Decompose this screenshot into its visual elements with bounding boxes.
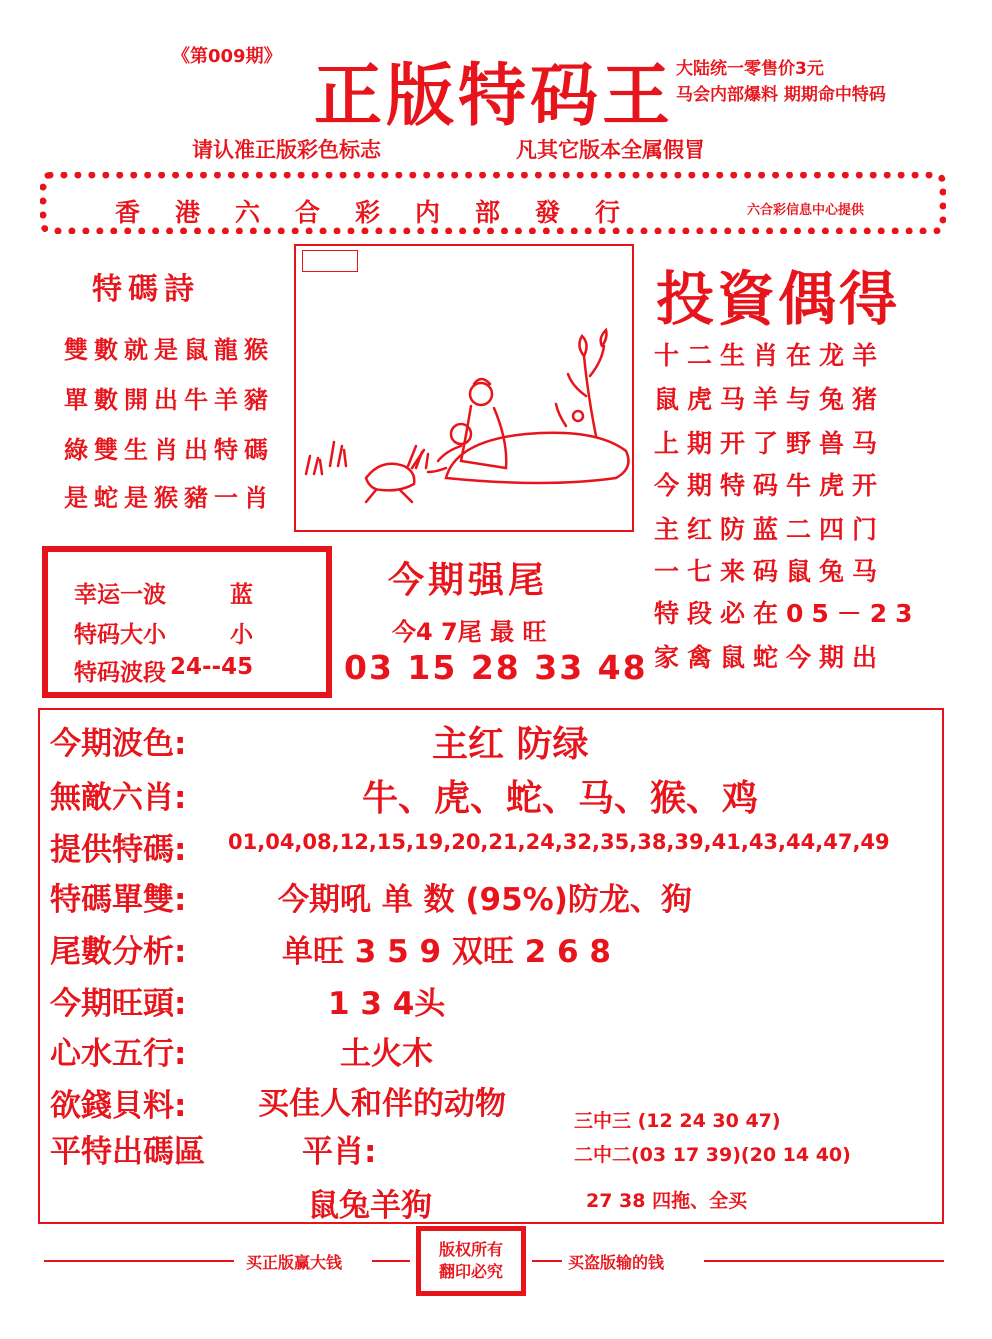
five-elements-value: 土火木: [340, 1036, 433, 1072]
poem-line: 單數開出牛羊豬: [64, 385, 274, 414]
five-elements-label: 心水五行:: [50, 1036, 187, 1072]
hot-head-value: 1 3 4头: [328, 986, 446, 1022]
tagline: 马会内部爆料 期期命中特码: [676, 85, 886, 105]
lucky-size-row: [74, 616, 253, 649]
poem-line: 綠雙生肖出特碼: [64, 435, 274, 464]
footer-slogan-right: 买盗版输的钱: [568, 1253, 665, 1272]
poem-line: 是蛇是猴豬一肖: [64, 483, 274, 512]
footer-divider-mid-right: [532, 1260, 562, 1262]
footer-divider-left: [44, 1260, 234, 1262]
copyright-box: [416, 1226, 526, 1296]
lucky-wave-label: 幸运一波: [74, 582, 166, 608]
invest-title: 投資偶得: [656, 265, 901, 333]
footer-divider-mid-left: [372, 1260, 410, 1262]
color-label: 今期波色:: [50, 726, 187, 762]
lucky-info-box: [42, 546, 332, 698]
invest-line: 主红防蓝二四门: [654, 515, 886, 544]
riddle-label: 欲錢貝料:: [50, 1088, 187, 1124]
poem-line: 雙數就是鼠龍猴: [64, 335, 274, 364]
odd-even-label: 特碼單雙:: [50, 882, 187, 918]
lucky-size-value: 小: [230, 622, 253, 648]
lucky-range-value: 24--45: [170, 654, 254, 680]
lucky-range-label: 特码波段: [74, 660, 166, 686]
invest-line: 鼠虎马羊与兔猪: [654, 385, 886, 414]
tail-analysis-value: 单旺 3 5 9 双旺 2 6 8: [282, 934, 611, 970]
lucky-size-label: 特码大小: [74, 622, 166, 648]
invest-line: 家禽鼠蛇今期出: [654, 643, 886, 672]
poem-title: 特碼詩: [92, 272, 200, 307]
lucky-wave-value: 蓝: [230, 582, 253, 608]
two-hit-combo: 二中二(03 17 39)(20 14 40): [574, 1144, 851, 1166]
flat-zodiac-value: 鼠兔羊狗: [308, 1188, 432, 1224]
flat-special-label: 平特出碼區: [50, 1134, 205, 1170]
hot-head-label: 今期旺頭:: [50, 986, 187, 1022]
publisher-banner: [40, 172, 946, 234]
authenticity-notice: 请认准正版彩色标志: [192, 138, 381, 162]
strong-tail-numbers: 03 15 28 33 48: [344, 648, 648, 687]
copyright-line: 版权所有: [438, 1240, 503, 1259]
strong-tail-title: 今期强尾: [388, 560, 549, 601]
invest-line: 今期特码牛虎开: [654, 471, 886, 500]
invest-line: 十二生肖在龙羊: [654, 341, 886, 370]
issue-number: 《第009期》: [172, 46, 282, 67]
three-hit-combo: 三中三 (12 24 30 47): [574, 1110, 781, 1132]
color-value: 主红 防绿: [432, 724, 589, 765]
six-zodiac-label: 無敵六肖:: [50, 780, 187, 816]
codes-label: 提供特碼:: [50, 832, 187, 868]
page-title: 正版特码王: [314, 56, 675, 136]
invest-line: 上期开了野兽马: [654, 429, 886, 458]
footer-slogan-left: 买正版赢大钱: [246, 1253, 343, 1272]
invest-line: 特段必在05－23: [654, 599, 921, 628]
codes-value: 01,04,08,12,15,19,20,21,24,32,35,38,39,41,43,44,47,49: [228, 830, 890, 854]
footer-divider-right: [704, 1260, 944, 1262]
price-line: 大陆统一零售价3元: [676, 59, 824, 79]
banner-title: 香港六合彩内部發行: [115, 198, 656, 227]
invest-line: 一七来码鼠兔马: [654, 557, 886, 586]
flat-zodiac-label: 平肖:: [302, 1134, 377, 1170]
illustration-frame: [294, 244, 634, 532]
girl-and-rabbit-illustration: [296, 246, 632, 530]
lucky-range-row: [74, 654, 254, 687]
odd-even-value: 今期吼 单 数 (95%)防龙、狗: [278, 882, 692, 918]
riddle-value: 买佳人和伴的动物: [258, 1086, 506, 1122]
banner-provider: 六合彩信息中心提供: [747, 203, 865, 218]
tail-analysis-label: 尾數分析:: [50, 934, 187, 970]
strong-tail-subtitle: 今4 7尾 最 旺: [392, 618, 547, 646]
drag-combo: 27 38 四拖、全买: [586, 1190, 748, 1212]
counterfeit-notice: 凡其它版本全属假冒: [516, 138, 705, 162]
lucky-wave-row: [74, 576, 253, 609]
six-zodiac-value: 牛、虎、蛇、马、猴、鸡: [362, 778, 759, 819]
copyright-line: 翻印必究: [438, 1262, 503, 1281]
